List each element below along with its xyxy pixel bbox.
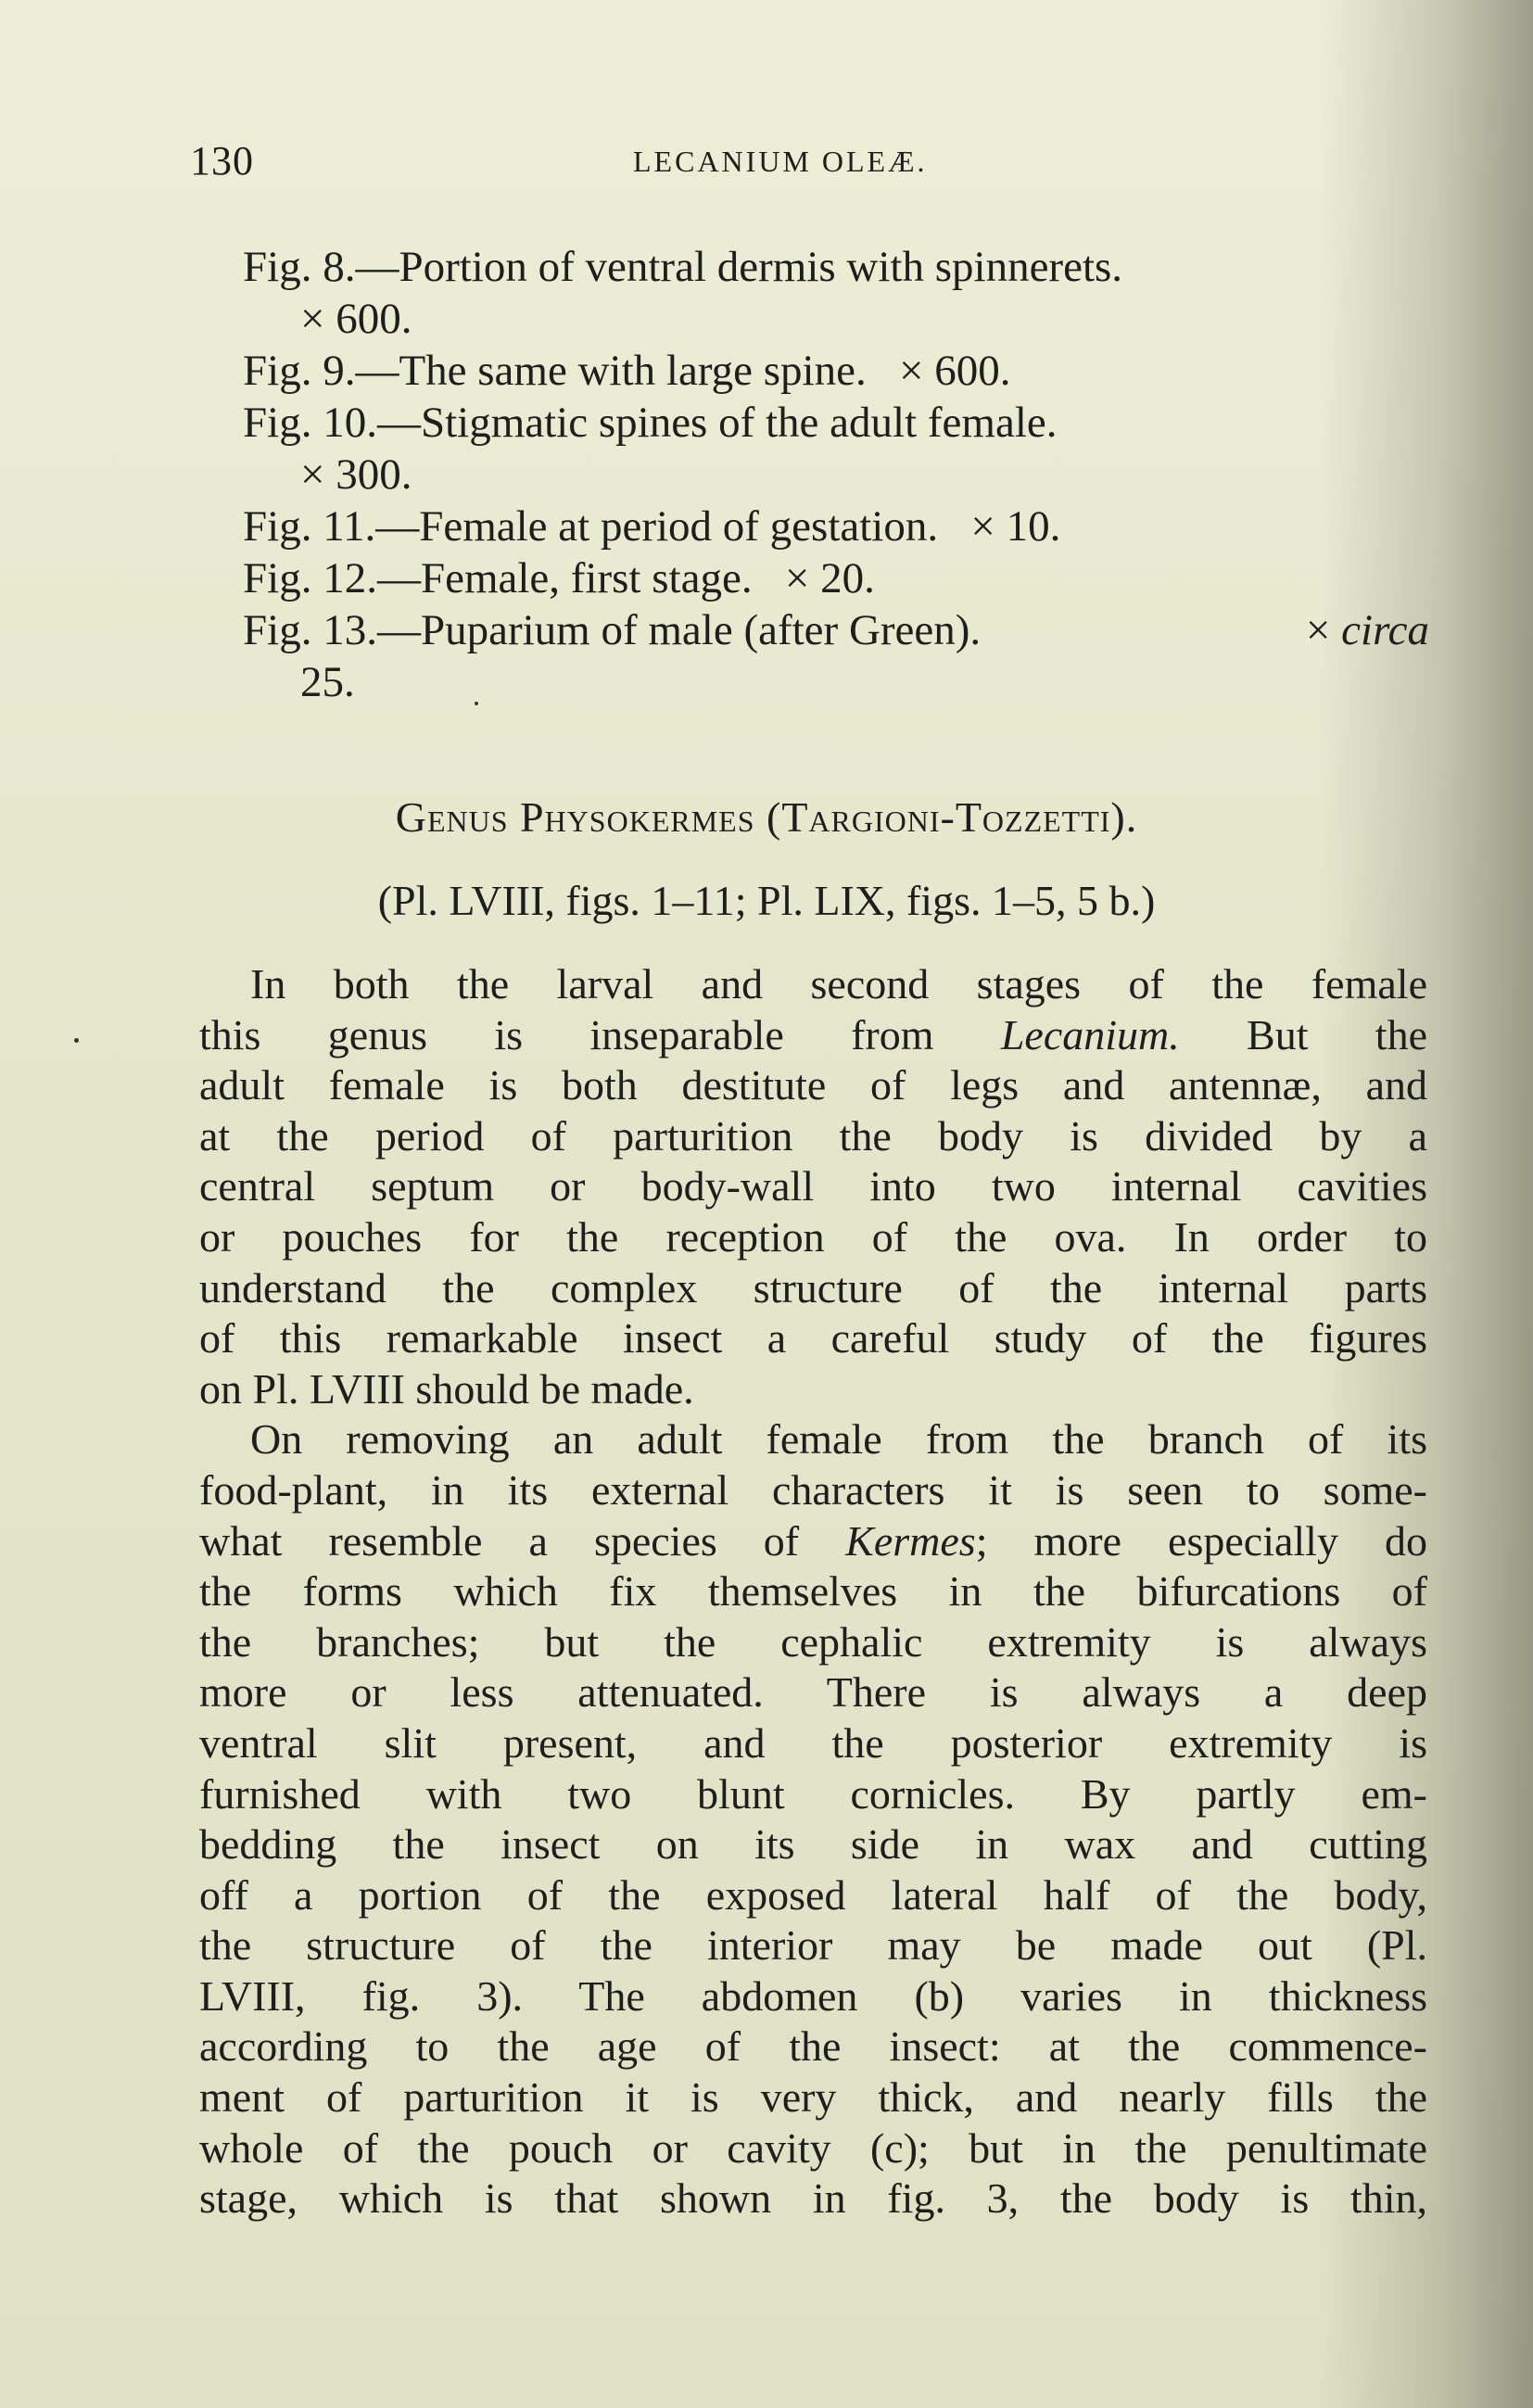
- text-line: this genus is inseparable from Lecanium. But the: [199, 1010, 1427, 1058]
- section-title: Genus Physokermes (Targioni-Tozzetti).: [395, 793, 1138, 841]
- text-line: In both the larval and second stages of the female: [250, 960, 1427, 1008]
- fig-caption-12: Fig. 12.—Female, first stage. × 20.: [243, 554, 875, 602]
- text-line: furnished with two blunt cornicles. By partly em-: [199, 1769, 1427, 1818]
- text-line: On removing an adult female from the branch of its: [250, 1415, 1427, 1464]
- fig-caption-8: Fig. 8.—Portion of ventral dermis with spinnerets.: [243, 243, 1123, 291]
- text-line: the structure of the interior may be made out (Pl.: [199, 1921, 1427, 1970]
- fig-caption-13-cont: 25.: [300, 658, 355, 706]
- stray-ink-dot: [475, 702, 478, 705]
- text-line: according to the age of the insect: at the commence-: [199, 2022, 1427, 2071]
- fig-caption-10: Fig. 10.—Stigmatic spines of the adult female.: [243, 399, 1058, 447]
- fig-caption-13-mag: × circa: [1305, 606, 1429, 654]
- fig-caption-13: Fig. 13.—Puparium of male (after Green). × circa: [243, 606, 1429, 654]
- running-title: LECANIUM OLEÆ.: [633, 145, 928, 178]
- fig-caption-9: Fig. 9.—The same with large spine. × 600.: [243, 347, 1011, 395]
- text-line: understand the complex structure of the internal parts: [199, 1263, 1427, 1312]
- text-line: on Pl. LVIII should be made.: [199, 1364, 694, 1413]
- text-line: whole of the pouch or cavity (c); but in the penultimate: [199, 2123, 1427, 2172]
- fig-caption-11: Fig. 11.—Female at period of gestation. × 10.: [243, 502, 1061, 551]
- text-line: central septum or body-wall into two internal cavities: [199, 1162, 1427, 1210]
- text-line: at the period of parturition the body is divided by a: [199, 1111, 1427, 1160]
- text-line: ment of parturition it is very thick, and nearly fills the: [199, 2073, 1427, 2122]
- text-line: ventral slit present, and the posterior extremity is: [199, 1718, 1427, 1767]
- page-number: 130: [190, 138, 254, 184]
- text-line: adult female is both destitute of legs and antennæ, and: [199, 1061, 1427, 1109]
- text-line: the branches; but the cephalic extremity is always: [199, 1617, 1427, 1666]
- plate-reference: (Pl. LVIII, figs. 1–11; Pl. LIX, figs. 1–5, 5 b.): [377, 877, 1156, 924]
- text-line: of this remarkable insect a careful study of the figures: [199, 1314, 1427, 1362]
- italic-genus-lecanium: Lecanium.: [1000, 1010, 1180, 1058]
- text-line: what resemble a species of Kermes; more especially do: [199, 1516, 1427, 1565]
- text-line: off a portion of the exposed lateral half of the body,: [199, 1870, 1427, 1919]
- figure-captions: [243, 241, 1429, 708]
- text-line: bedding the insect on its side in wax and cutting: [199, 1820, 1427, 1869]
- fig-caption-8-mag: × 600.: [300, 295, 412, 343]
- running-head: [190, 137, 1432, 193]
- fig-caption-10-mag: × 300.: [300, 450, 412, 499]
- text-line: food-plant, in its external characters it is seen to some-: [199, 1465, 1427, 1514]
- italic-genus-kermes: Kermes: [845, 1516, 976, 1565]
- paragraph-2: [199, 1414, 1427, 2224]
- text-line: or pouches for the reception of the ova. In order to: [199, 1212, 1427, 1261]
- body-text: [199, 959, 1427, 2224]
- text-line: more or less attenuated. There is always a deep: [199, 1668, 1427, 1717]
- paragraph-1: [199, 959, 1427, 1414]
- text-line: LVIII, fig. 3). The abdomen (b) varies in thickness: [199, 1971, 1427, 2020]
- stray-ink-dot: [74, 1038, 79, 1043]
- text-line: stage, which is that shown in fig. 3, the body is thin,: [199, 2174, 1427, 2223]
- text-line: the forms which fix themselves in the bifurcations of: [199, 1567, 1427, 1616]
